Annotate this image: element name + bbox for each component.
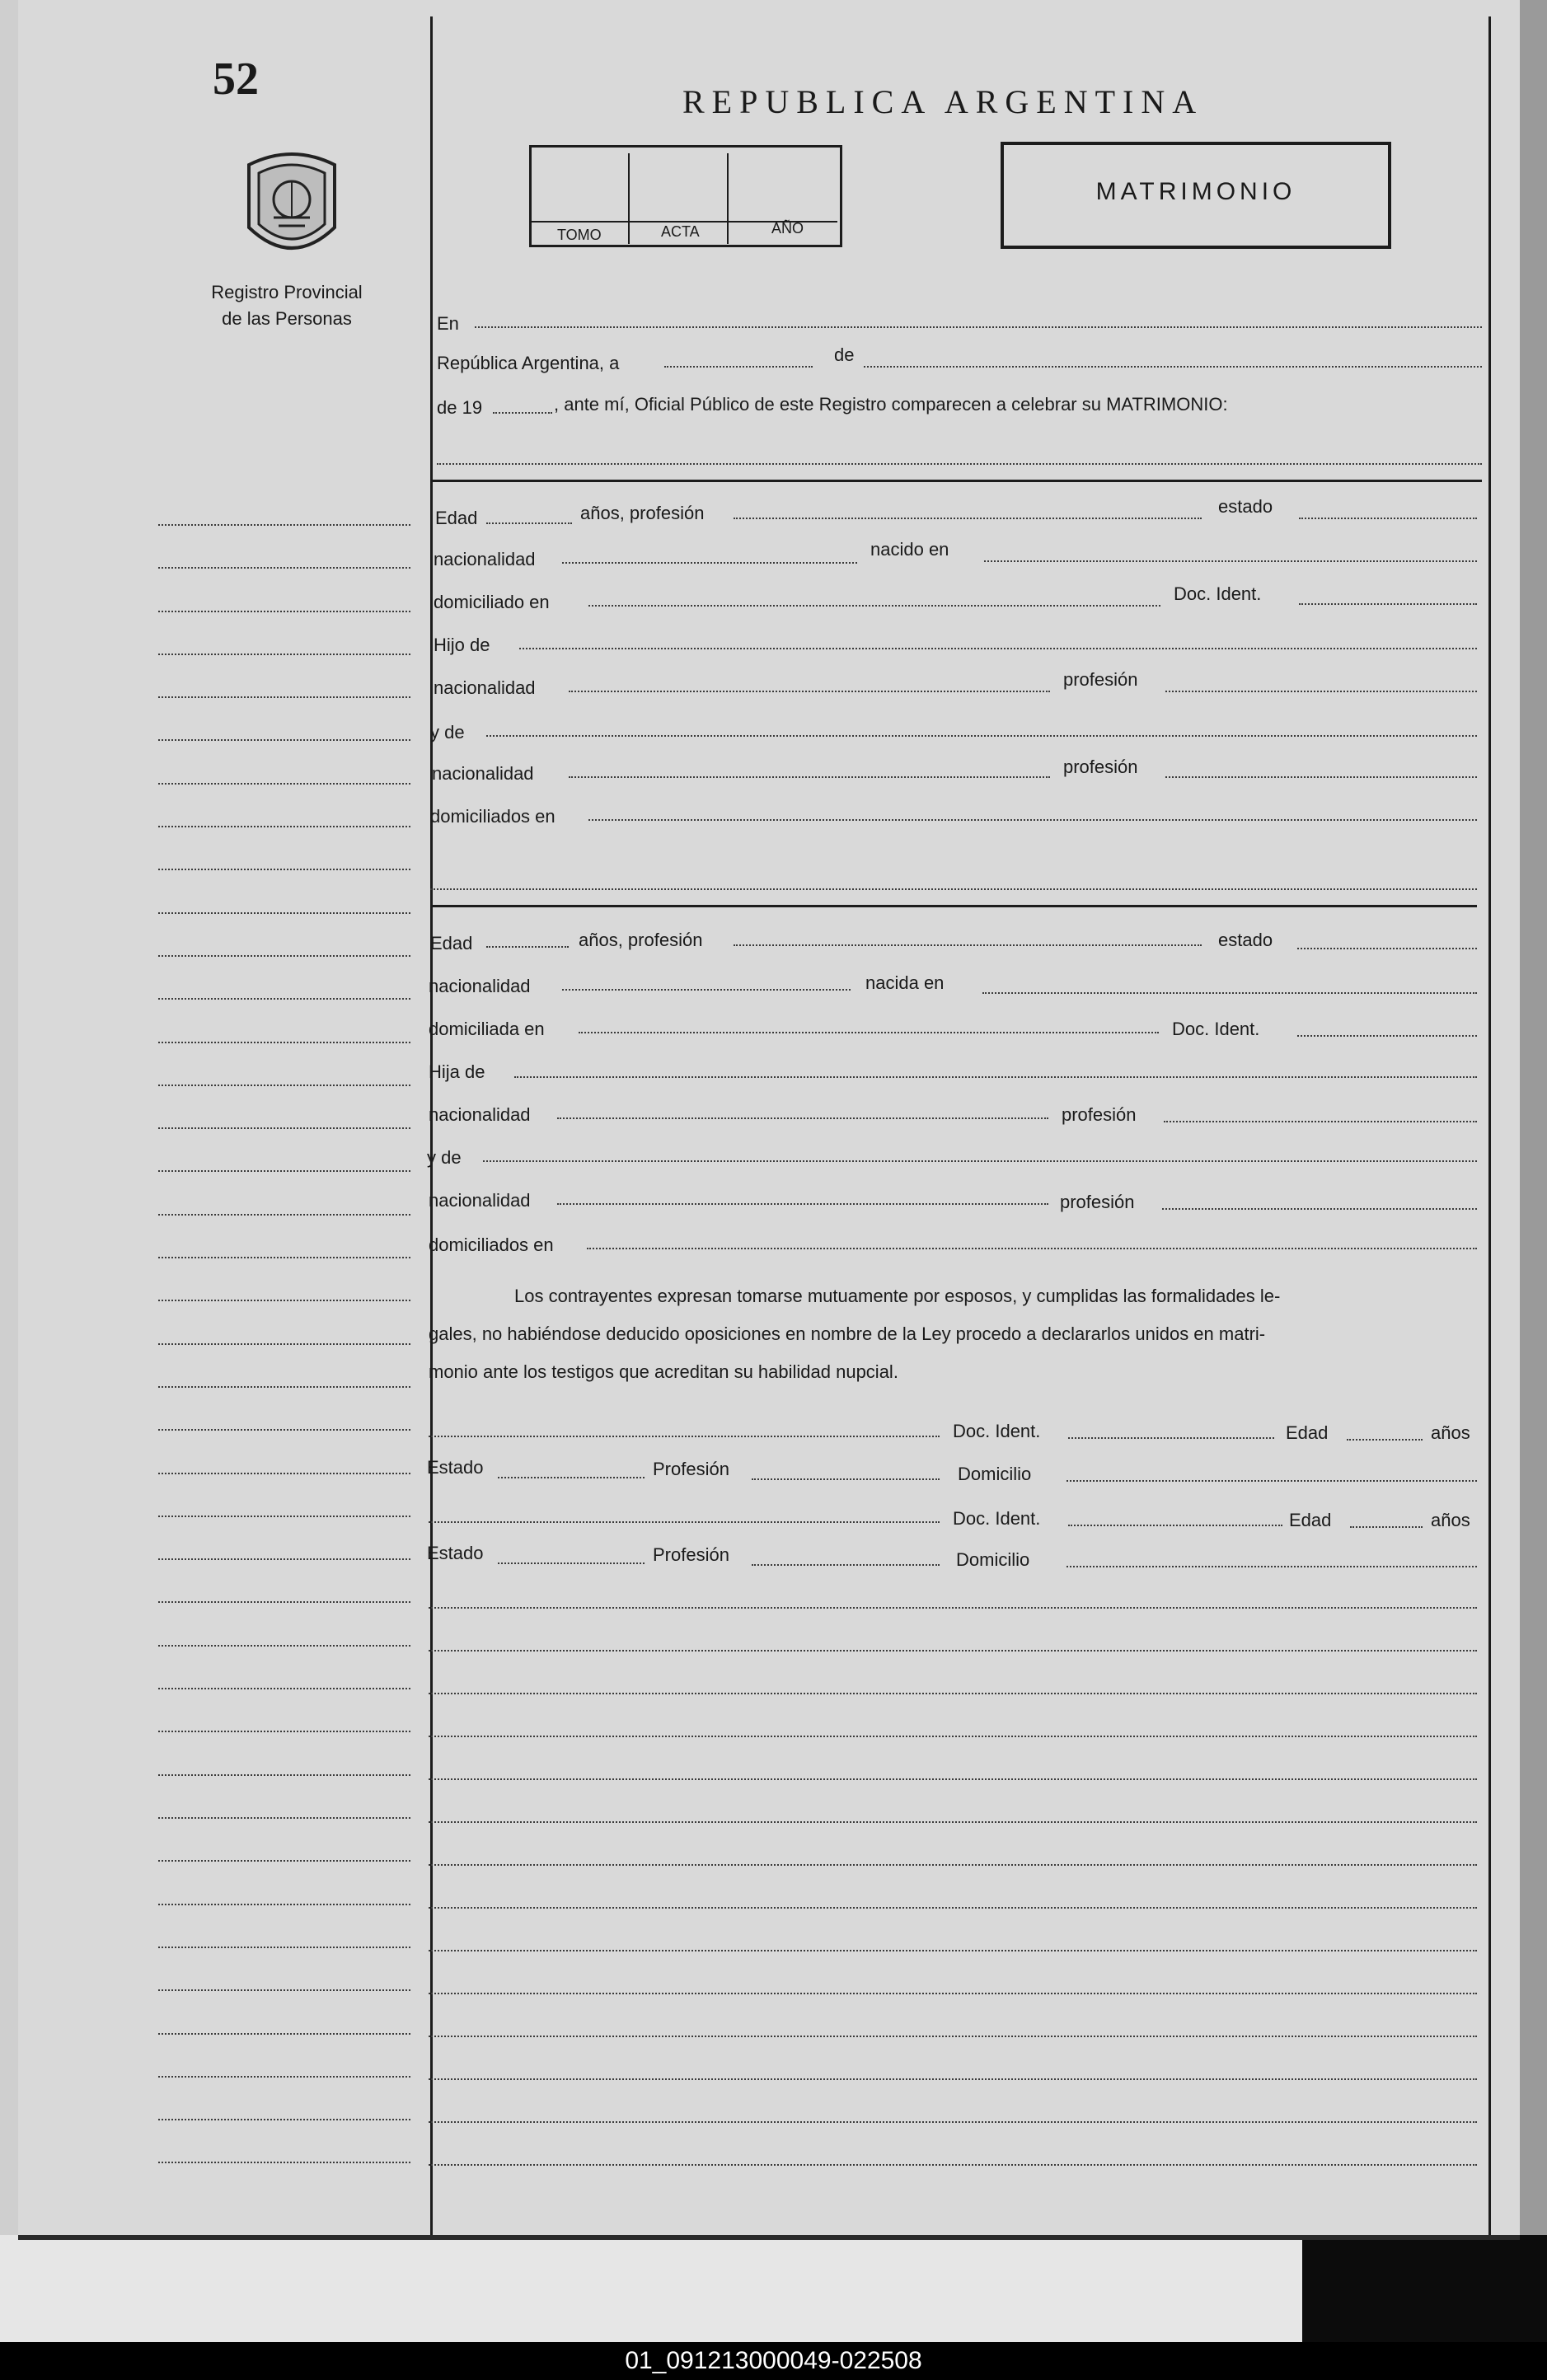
fill-line[interactable] (475, 326, 1482, 328)
fill-line[interactable] (587, 1248, 1477, 1249)
lower-page-strip (0, 2235, 1302, 2342)
bride-anos-profesion-label: años, profesión (579, 930, 703, 950)
bride-y-de-label: y de (427, 1147, 462, 1168)
fill-line[interactable] (437, 463, 1482, 465)
margin-note-line[interactable] (158, 1042, 410, 1043)
margin-note-line[interactable] (158, 1601, 410, 1603)
fill-line[interactable] (430, 888, 1477, 890)
en-label: En (437, 313, 459, 334)
fill-line[interactable] (734, 518, 1202, 519)
right-rule (1488, 16, 1491, 2235)
margin-note-line[interactable] (158, 611, 410, 612)
groom-father-nacionalidad-label: nacionalidad (434, 677, 536, 698)
groom-domiciliado-label: domiciliado en (434, 592, 550, 612)
groom-nacionalidad-label: nacionalidad (434, 549, 536, 569)
fill-line[interactable] (557, 1117, 1048, 1119)
fill-line[interactable] (1164, 1121, 1477, 1122)
fill-line[interactable] (498, 1562, 645, 1564)
witness2-profesion-label: Profesión (653, 1544, 729, 1565)
fill-line[interactable] (569, 776, 1050, 778)
witness1-anos-label: años (1431, 1422, 1470, 1443)
fill-line[interactable] (562, 562, 857, 564)
margin-note-line[interactable] (158, 783, 410, 785)
margin-note-line[interactable] (158, 739, 410, 741)
bride-estado-label: estado (1218, 930, 1273, 950)
republica-label: República Argentina, a (437, 353, 620, 373)
fill-line[interactable] (486, 735, 1477, 737)
bride-edad-label: Edad (430, 933, 473, 953)
fill-line[interactable] (1162, 1208, 1477, 1210)
margin-note-line[interactable] (158, 1817, 410, 1819)
margin-note-line[interactable] (158, 912, 410, 914)
section-rule (430, 480, 1482, 482)
groom-doc-ident-label: Doc. Ident. (1174, 583, 1262, 604)
page-bottom-edge (18, 2235, 1520, 2240)
witness1-domicilio-label: Domicilio (958, 1464, 1032, 1484)
margin-note-line[interactable] (158, 826, 410, 827)
fill-line[interactable] (1165, 691, 1477, 692)
fill-line[interactable] (486, 522, 572, 524)
margin-note-line[interactable] (158, 1989, 410, 1991)
margin-note-line[interactable] (158, 2076, 410, 2078)
notes-line[interactable] (429, 1650, 1477, 1651)
notes-line[interactable] (429, 1607, 1477, 1609)
margin-note-line[interactable] (158, 1774, 410, 1776)
groom-mother-profesion-label: profesión (1063, 757, 1138, 777)
groom-y-de-label: y de (430, 722, 465, 743)
fill-line[interactable] (429, 1436, 940, 1437)
bride-doc-ident-label: Doc. Ident. (1172, 1019, 1260, 1039)
de-label: de (834, 344, 855, 365)
notes-line[interactable] (429, 1693, 1477, 1694)
notes-line[interactable] (429, 1821, 1477, 1823)
bride-father-nacionalidad-label: nacionalidad (429, 1104, 531, 1125)
fill-line[interactable] (588, 819, 1477, 821)
fill-line[interactable] (734, 944, 1202, 946)
margin-note-line[interactable] (158, 2033, 410, 2035)
box-divider (628, 153, 630, 244)
margin-note-line[interactable] (158, 1860, 410, 1862)
witness1-profesion-label: Profesión (653, 1459, 729, 1479)
page-edge (1520, 0, 1547, 2235)
notes-line[interactable] (429, 1778, 1477, 1780)
fill-line[interactable] (519, 648, 1477, 649)
fill-line[interactable] (486, 946, 569, 948)
margin-note-line[interactable] (158, 1731, 410, 1732)
margin-note-line[interactable] (158, 1516, 410, 1517)
bride-domiciliados-label: domiciliados en (429, 1235, 554, 1255)
witness2-estado-label: Estado (427, 1543, 484, 1563)
registry-name-line2: de las Personas (222, 308, 352, 329)
margin-note-line[interactable] (158, 1645, 410, 1647)
margin-note-line[interactable] (158, 1558, 410, 1560)
margin-note-line[interactable] (158, 1127, 410, 1129)
fill-line[interactable] (752, 1478, 940, 1480)
margin-note-line[interactable] (158, 1214, 410, 1216)
margin-note-line[interactable] (158, 524, 410, 526)
binding-edge (0, 0, 18, 2235)
year-prefix-label: de 19 (437, 397, 483, 418)
fill-line[interactable] (1066, 1480, 1477, 1482)
notes-line[interactable] (429, 1950, 1477, 1951)
witness1-doc-ident-label: Doc. Ident. (953, 1421, 1041, 1441)
bride-nacida-en-label: nacida en (865, 972, 945, 993)
margin-note-line[interactable] (158, 998, 410, 1000)
bride-nacionalidad-label: nacionalidad (429, 976, 531, 996)
document-title: REPUBLICA ARGENTINA (682, 83, 1204, 120)
witness2-anos-label: años (1431, 1510, 1470, 1530)
fill-line[interactable] (984, 560, 1477, 562)
notes-line[interactable] (429, 1907, 1477, 1909)
provincial-seal-icon (237, 148, 346, 262)
margin-note-line[interactable] (158, 869, 410, 870)
image-caption: 01_091213000049-022508 (0, 2342, 1547, 2380)
margin-note-line[interactable] (158, 1688, 410, 1689)
groom-father-profesion-label: profesión (1063, 669, 1138, 690)
ano-label: AÑO (771, 220, 804, 237)
bride-hija-de-label: Hija de (429, 1061, 485, 1082)
bride-mother-nacionalidad-label: nacionalidad (429, 1190, 531, 1211)
notes-line[interactable] (429, 2164, 1477, 2166)
fill-line[interactable] (429, 1521, 940, 1523)
fill-line[interactable] (1299, 603, 1477, 605)
fill-line[interactable] (1299, 518, 1477, 519)
groom-hijo-de-label: Hijo de (434, 635, 490, 655)
margin-note-line[interactable] (158, 1257, 410, 1258)
groom-edad-label: Edad (435, 508, 478, 528)
margin-note-line[interactable] (158, 696, 410, 698)
registry-name-line1: Registro Provincial (211, 282, 363, 302)
fill-line[interactable] (1347, 1439, 1423, 1441)
fill-line[interactable] (752, 1564, 940, 1566)
groom-anos-profesion-label: años, profesión (580, 503, 705, 523)
groom-nacido-en-label: nacido en (870, 539, 949, 560)
tomo-label: TOMO (557, 227, 602, 243)
bride-mother-profesion-label: profesión (1060, 1192, 1135, 1212)
fill-line[interactable] (1068, 1525, 1282, 1526)
acta-label: ACTA (661, 223, 700, 240)
statement-label: , ante mí, Oficial Público de este Registro comparecen a celebrar su MATRIMONIO: (554, 394, 1228, 415)
notes-line[interactable] (429, 1736, 1477, 1737)
witness2-edad-label: Edad (1289, 1510, 1332, 1530)
fill-line[interactable] (483, 1160, 1477, 1162)
fill-line[interactable] (1350, 1526, 1423, 1528)
fill-line[interactable] (562, 989, 851, 991)
fill-line[interactable] (493, 412, 552, 414)
bride-father-profesion-label: profesión (1062, 1104, 1137, 1125)
declaration-line3: monio ante los testigos que acreditan su habilidad nupcial. (429, 1361, 898, 1382)
witness1-edad-label: Edad (1286, 1422, 1329, 1443)
margin-note-line[interactable] (158, 955, 410, 957)
box-divider (727, 153, 729, 244)
margin-note-line[interactable] (158, 567, 410, 569)
fill-line[interactable] (864, 366, 1482, 368)
fill-line[interactable] (1297, 1035, 1477, 1037)
fill-line[interactable] (664, 366, 813, 368)
margin-note-line[interactable] (158, 2119, 410, 2120)
margin-note-line[interactable] (158, 1429, 410, 1431)
declaration-line1: Los contrayentes expresan tomarse mutuamente por esposos, y cumplidas las formalidades le- (514, 1286, 1281, 1306)
fill-line[interactable] (569, 691, 1050, 692)
margin-note-line[interactable] (158, 1343, 410, 1345)
fill-line[interactable] (579, 1032, 1159, 1033)
margin-note-line[interactable] (158, 1085, 410, 1086)
declaration-line2: gales, no habiéndose deducido oposiciones en nombre de la Ley procedo a declararlos unidos en matri- (429, 1324, 1266, 1344)
fill-line[interactable] (1066, 1566, 1477, 1567)
witness2-doc-ident-label: Doc. Ident. (953, 1508, 1041, 1529)
groom-mother-nacionalidad-label: nacionalidad (432, 763, 534, 784)
page-number: 52 (213, 54, 259, 105)
margin-note-line[interactable] (158, 2162, 410, 2163)
margin-note-line[interactable] (158, 1947, 410, 1948)
bride-domiciliada-label: domiciliada en (429, 1019, 545, 1039)
witness2-domicilio-label: Domicilio (956, 1549, 1030, 1570)
margin-note-line[interactable] (158, 1473, 410, 1474)
fill-line[interactable] (982, 992, 1477, 994)
margin-note-line[interactable] (158, 1904, 410, 1905)
section-rule (430, 905, 1477, 907)
fill-line[interactable] (1297, 948, 1477, 949)
fill-line[interactable] (514, 1076, 1477, 1078)
witness1-estado-label: Estado (427, 1457, 484, 1478)
margin-note-line[interactable] (158, 1170, 410, 1172)
margin-rule (430, 16, 433, 2235)
groom-domiciliados-label: domiciliados en (430, 806, 556, 827)
notes-line[interactable] (429, 2121, 1477, 2123)
margin-note-line[interactable] (158, 654, 410, 655)
notes-line[interactable] (429, 2078, 1477, 2080)
fill-line[interactable] (557, 1203, 1048, 1205)
fill-line[interactable] (1068, 1437, 1274, 1439)
fill-line[interactable] (588, 605, 1160, 607)
fill-line[interactable] (1165, 776, 1477, 778)
notes-line[interactable] (429, 2036, 1477, 2037)
record-type-label: MATRIMONIO (1095, 178, 1296, 205)
margin-note-line[interactable] (158, 1300, 410, 1301)
fill-line[interactable] (498, 1477, 645, 1478)
notes-line[interactable] (429, 1864, 1477, 1866)
notes-line[interactable] (429, 1993, 1477, 1994)
groom-estado-label: estado (1218, 496, 1273, 517)
margin-note-line[interactable] (158, 1386, 410, 1388)
